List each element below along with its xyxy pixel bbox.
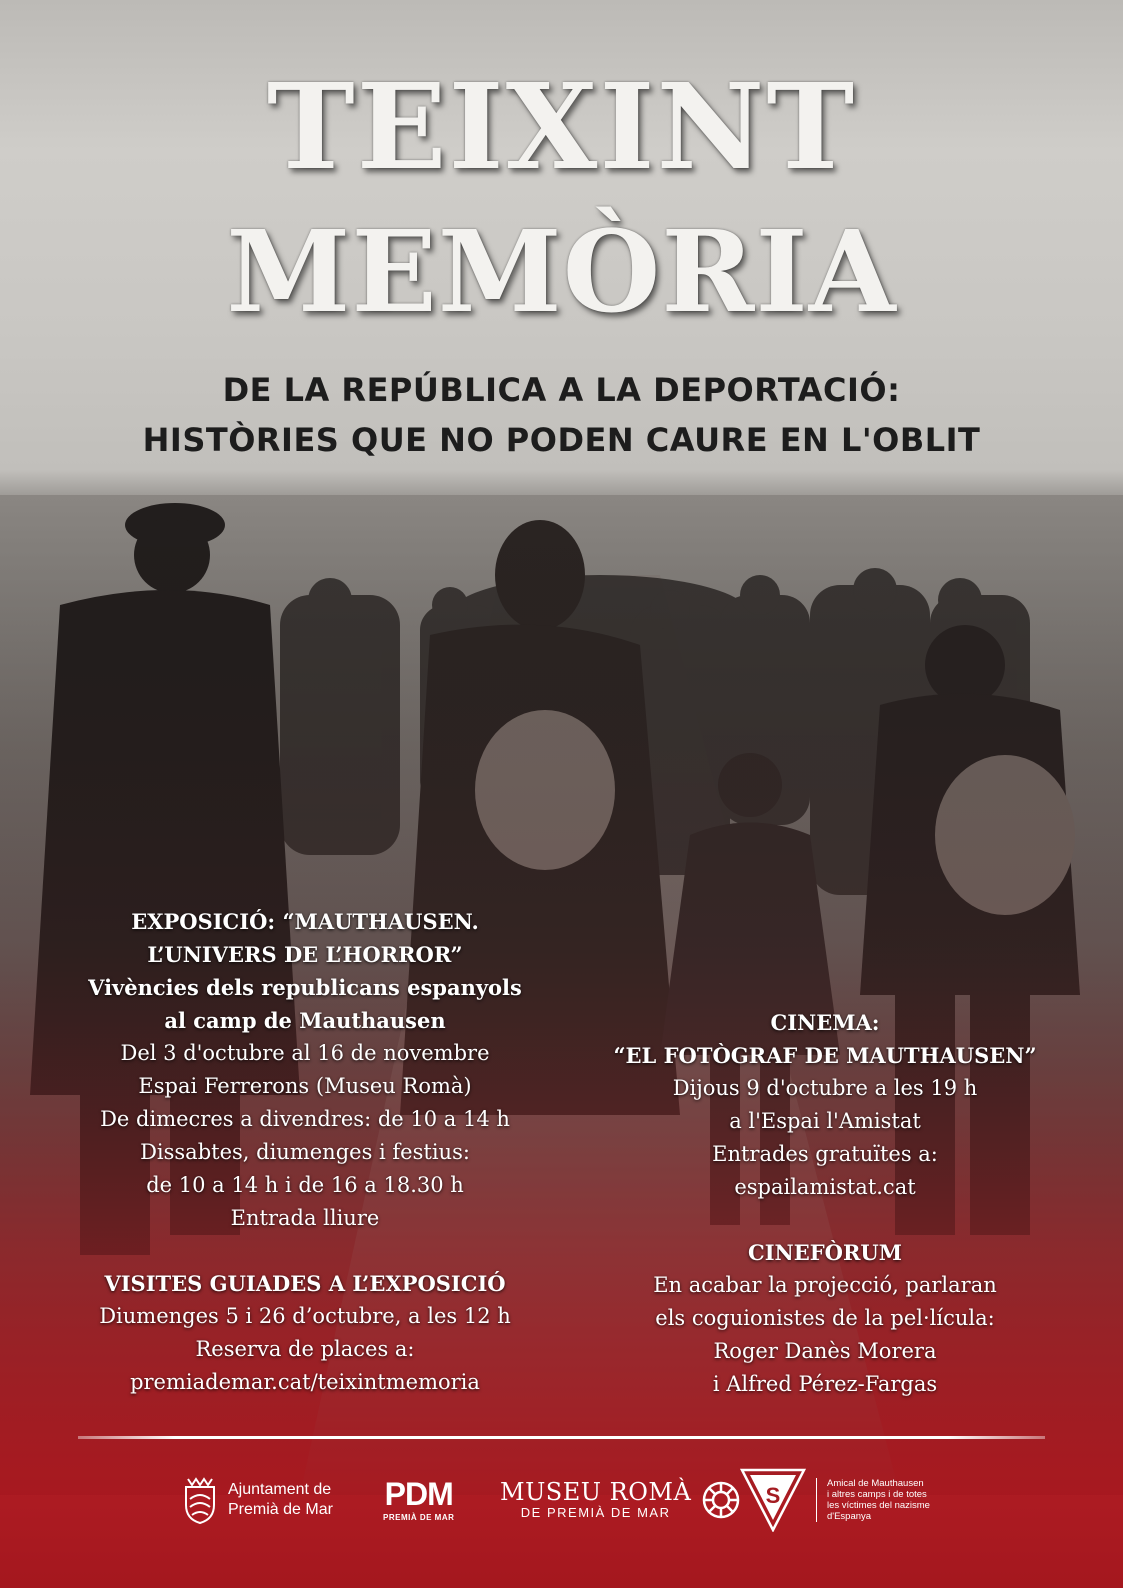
poster-title-line1: TEIXINT — [266, 57, 857, 196]
spacer — [70, 1235, 540, 1267]
cineforum-heading: CINEFÒRUM — [748, 1240, 902, 1265]
cineforum-line2: els coguionistes de la pel·lícula: — [655, 1306, 995, 1330]
exhibition-dates: Del 3 d'octubre al 16 de novembre — [120, 1041, 490, 1065]
exhibition-venue: Espai Ferrerons (Museu Romà) — [138, 1074, 472, 1098]
amical-badge-letter: S — [765, 1483, 781, 1508]
cinema-section — [590, 1006, 1060, 1401]
mosaic-icon — [699, 1478, 743, 1522]
sponsor-logos — [0, 1465, 1123, 1545]
amical-line1: Amical de Mauthausen — [827, 1478, 924, 1489]
cineforum-line4: i Alfred Pérez-Fargas — [712, 1372, 938, 1396]
exhibition-hours-weekend: de 10 a 14 h i de 16 a 18.30 h — [146, 1173, 464, 1197]
amical-mauthausen-logo — [740, 1465, 930, 1535]
cineforum-line3: Roger Danès Morera — [713, 1339, 937, 1363]
pdm-logo-subtext: PREMIÀ DE MAR — [383, 1513, 455, 1522]
cinema-tickets-label: Entrades gratuïtes a: — [712, 1142, 938, 1166]
guided-visits-dates: Diumenges 5 i 26 d’octubre, a les 12 h — [99, 1304, 511, 1328]
ajuntament-line2: Premià de Mar — [228, 1501, 333, 1518]
triangle-badge-icon — [740, 1468, 806, 1532]
spacer — [590, 1204, 1060, 1236]
exhibition-section — [70, 905, 540, 1399]
guided-visits-heading: VISITES GUIADES A L’EXPOSICIÓ — [104, 1271, 506, 1296]
guided-visits-booking-url[interactable]: premiademar.cat/teixintmemoria — [130, 1370, 480, 1394]
exhibition-hours-weekend-label: Dissabtes, diumenges i festius: — [140, 1140, 470, 1164]
poster-subtitle-line1: DE LA REPÚBLICA A LA DEPORTACIÓ: — [222, 371, 901, 409]
cinema-heading-line2: “EL FOTÒGRAF DE MAUTHAUSEN” — [613, 1043, 1037, 1068]
guided-visits-booking-label: Reserva de places a: — [195, 1337, 415, 1361]
museu-line2: DE PREMIÀ DE MAR — [520, 1505, 671, 1520]
exhibition-heading-line2: L’UNIVERS DE L’HORROR” — [147, 942, 463, 967]
exhibition-hours-weekdays: De dimecres a divendres: de 10 a 14 h — [100, 1107, 510, 1131]
cinema-date: Dijous 9 d'octubre a les 19 h — [672, 1076, 978, 1100]
museu-line1: MUSEU ROMÀ — [500, 1478, 692, 1506]
cinema-tickets-url[interactable]: espailamistat.cat — [734, 1175, 916, 1199]
cinema-venue: a l'Espai l'Amistat — [729, 1109, 921, 1133]
museu-roma-logo — [500, 1465, 743, 1535]
amical-line2: i altres camps i de totes — [827, 1489, 927, 1500]
poster-subtitle-line2: HISTÒRIES QUE NO PODEN CAURE EN L'OBLIT — [142, 421, 981, 459]
pdm-logo-text: PDM — [384, 1476, 453, 1512]
amical-line3: les víctimes del nazisme — [827, 1500, 930, 1511]
cinema-heading-line1: CINEMA: — [770, 1010, 880, 1035]
footer-divider — [78, 1436, 1045, 1439]
ajuntament-line1: Ajuntament de — [228, 1481, 332, 1498]
coat-of-arms-icon — [180, 1475, 220, 1525]
amical-line4: d'Espanya — [827, 1511, 872, 1522]
exhibition-heading-line4: al camp de Mauthausen — [164, 1008, 446, 1033]
exhibition-entry: Entrada lliure — [230, 1206, 380, 1230]
exhibition-heading-line1: EXPOSICIÓ: “MAUTHAUSEN. — [131, 909, 479, 934]
cineforum-line1: En acabar la projecció, parlaran — [653, 1273, 997, 1297]
exhibition-heading-line3: Vivències dels republicans espanyols — [88, 975, 522, 1000]
ajuntament-logo — [180, 1465, 333, 1535]
poster-title-line2: MEMÒRIA — [226, 207, 897, 338]
pdm-logo — [383, 1465, 454, 1535]
